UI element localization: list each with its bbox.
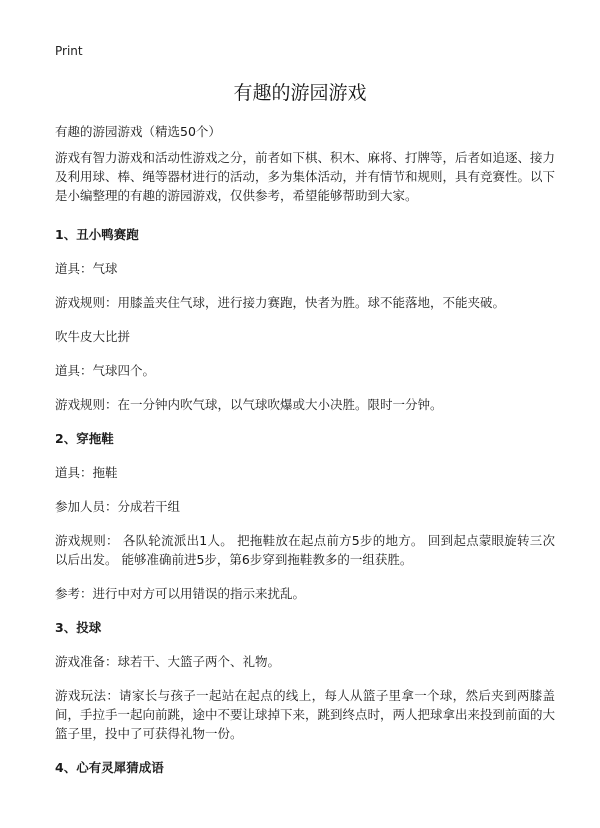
section-paragraph: 游戏规则：用膝盖夹住气球，进行接力赛跑，快者为胜。球不能落地，不能夹破。	[55, 295, 506, 310]
section-paragraph: 道具：拖鞋	[55, 465, 118, 480]
section-paragraph: 道具：气球	[55, 261, 118, 276]
section-1	[55, 225, 555, 414]
article-body	[55, 148, 555, 792]
section-heading: 1、丑小鸭赛跑	[55, 227, 139, 242]
section-paragraph: 游戏玩法：请家长与孩子一起站在起点的线上，每人从篮子里拿一个球，然后夹到两膝盖间，手拉手一起向前跳，途中不要让球掉下来，跳到终点时，两人把球拿出来投到前面的大篮子里，投中了可获得礼物一份。	[55, 688, 556, 741]
section-heading: 3、投球	[55, 620, 102, 635]
page-title: 有趣的游园游戏	[233, 82, 367, 104]
print-link[interactable]: Print	[55, 44, 83, 58]
section-paragraph: 游戏准备：球若干、大篮子两个、礼物。	[55, 654, 281, 669]
section-paragraph: 参加人员：分成若干组	[55, 499, 181, 514]
section-heading: 2、穿拖鞋	[55, 431, 114, 446]
section-2	[55, 429, 555, 603]
section-paragraph: 吹牛皮大比拼	[55, 329, 131, 344]
section-paragraph: 游戏规则：在一分钟内吹气球，以气球吹爆或大小决胜。限时一分钟。	[55, 397, 443, 412]
intro-paragraph: 游戏有智力游戏和活动性游戏之分，前者如下棋、积木、麻将、打牌等，后者如追逐、接力及利用球、棒、绳等器材进行的活动，多为集体活动，并有情节和规则，具有竞赛性。以下是小编整理的有趣的游园游戏，仅供参考，希望能够帮助到大家。	[55, 150, 556, 203]
section-heading: 4、心有灵犀猜成语	[55, 760, 164, 775]
page-subtitle: 有趣的游园游戏（精选50个）	[55, 124, 221, 139]
section-paragraph: 参考：进行中对方可以用错误的指示来扰乱。	[55, 586, 306, 601]
section-paragraph: 游戏规则： 各队轮流派出1人。 把拖鞋放在起点前方5步的地方。 回到起点蒙眼旋转三次以后出发。 能够准确前进5步，第6步穿到拖鞋教多的一组获胜。	[55, 533, 555, 567]
section-3	[55, 618, 555, 743]
section-paragraph: 道具：气球四个。	[55, 363, 156, 378]
section-4	[55, 758, 555, 777]
